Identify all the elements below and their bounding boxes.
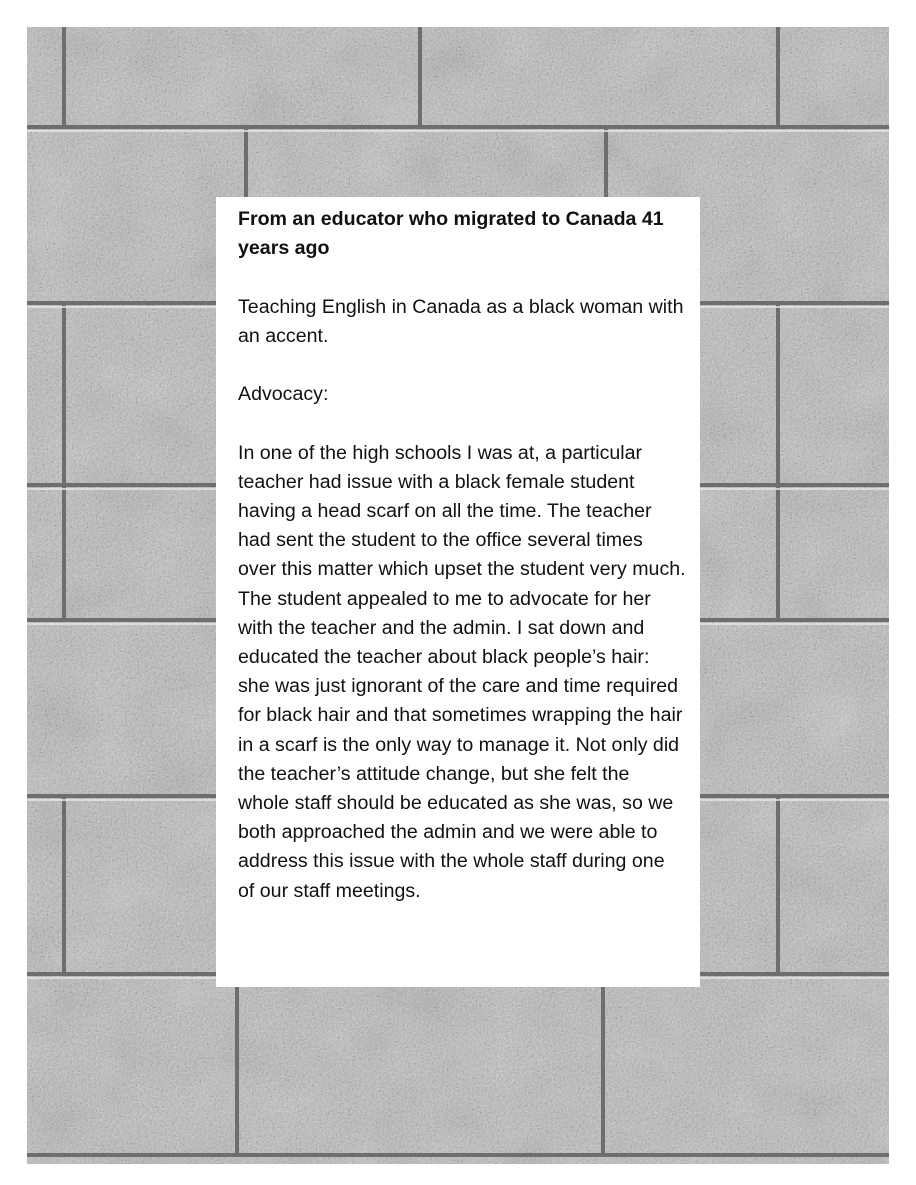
document-subtitle: Teaching English in Canada as a black woman with an accent. [238, 295, 684, 347]
section-heading: Advocacy: [238, 383, 329, 406]
body-paragraph: In one of the high schools I was at, a particular teacher had issue with a black female student having a head scarf on all the time. The teacher had sent the student to the office several times over this matter which upset the student very much. The student appealed to me to advocate for her with the teacher and the admin. I sat down and educated the teacher about black people’s hair: she was just ignorant of the care and time required for black hair and that sometimes wrapping the hair in a scarf is the only way to manage it. Not only did the teacher’s attitude change, but she felt the whole staff should be educated as she was, so we both approached the admin and we were able to address this issue with the whole staff during one of our staff meetings. [238, 441, 686, 902]
text-card [216, 197, 700, 987]
document-title: From an educator who migrated to Canada 41 years ago [238, 208, 664, 260]
